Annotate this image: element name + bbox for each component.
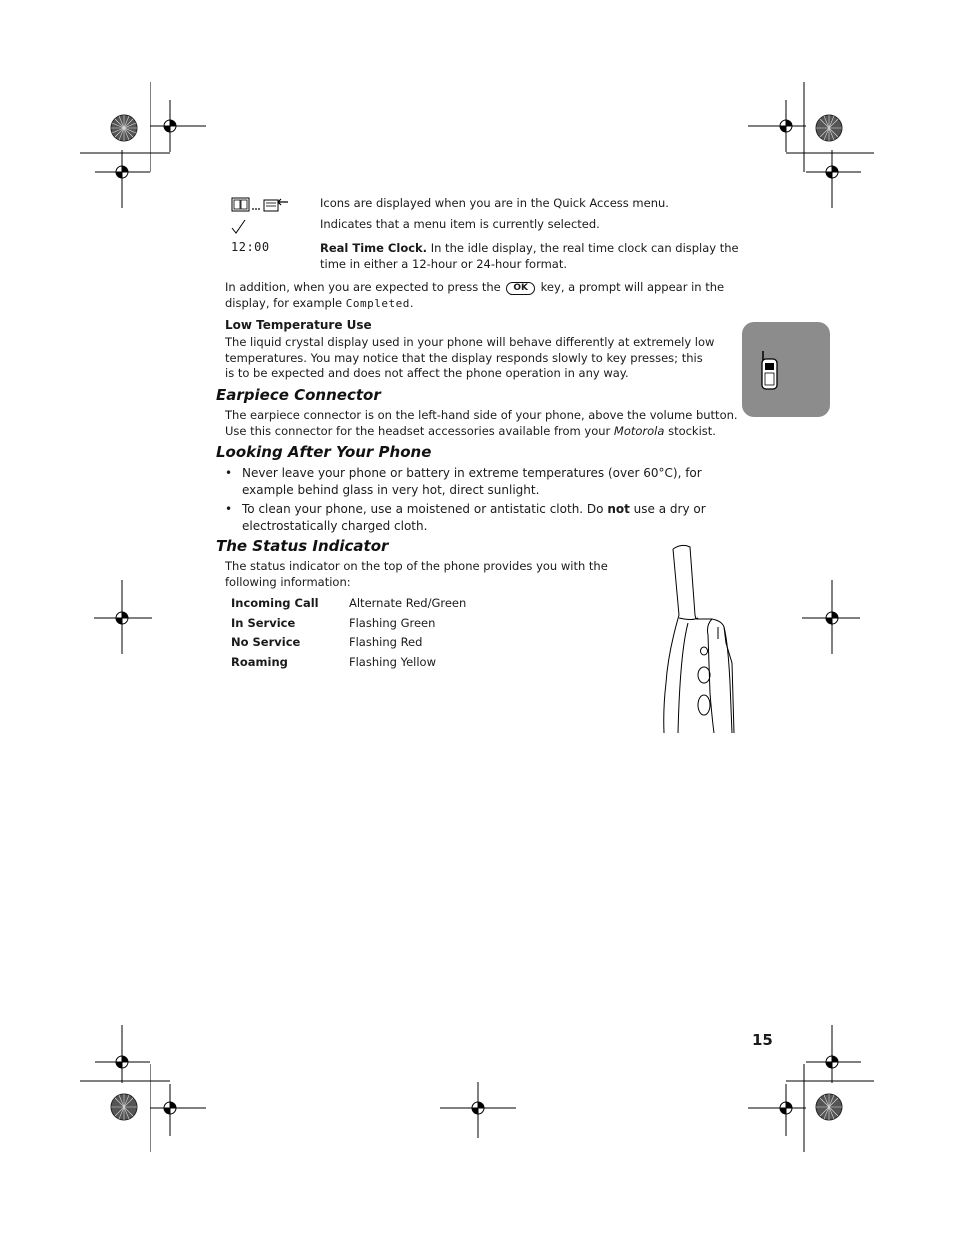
starburst-icon bbox=[815, 1093, 843, 1121]
starburst-icon bbox=[110, 114, 138, 142]
status-label: No Service bbox=[231, 635, 301, 650]
status-value: Flashing Green bbox=[349, 615, 436, 630]
clock-display-sample: 12:00 bbox=[231, 240, 270, 254]
icon-row-text: Icons are displayed when you are in the Quick Access menu. bbox=[320, 196, 669, 210]
bullet-list bbox=[225, 465, 725, 535]
icon-row-text bbox=[320, 241, 740, 272]
crosshair-icon bbox=[800, 580, 860, 656]
earpiece-text: The earpiece connector is on the left-hand side of your phone, above the volume button. Use this connector for the headset accessories available from your bbox=[225, 408, 738, 438]
addition-paragraph bbox=[225, 280, 740, 311]
phone-icon bbox=[759, 349, 781, 391]
crosshair-icon bbox=[746, 1064, 806, 1152]
table-row bbox=[231, 633, 466, 653]
table-row bbox=[231, 614, 466, 634]
crosshair-icon bbox=[786, 150, 876, 210]
earpiece-heading: Earpiece Connector bbox=[216, 386, 381, 404]
starburst-icon bbox=[815, 114, 843, 142]
check-mark-icon bbox=[231, 219, 247, 235]
earpiece-text: stockist. bbox=[664, 423, 716, 438]
starburst-icon bbox=[110, 1093, 138, 1121]
prompt-sample: Completed bbox=[345, 296, 410, 310]
low-temp-body: The liquid crystal display used in your phone will behave differently at extremely low temperatures. You may notice that the display responds slowly to key presses; this is to be expected and does not affect the phone operation in any way. bbox=[225, 335, 715, 380]
addition-text: In addition, when you are expected to press the bbox=[225, 280, 505, 294]
bullet-text-part: To clean your phone, use a moistened or antistatic cloth. Do bbox=[242, 502, 608, 516]
crosshair-icon bbox=[440, 1082, 516, 1138]
bullet-marker: • bbox=[225, 502, 233, 516]
table-row bbox=[231, 653, 466, 673]
table-row bbox=[231, 594, 466, 614]
list-item bbox=[225, 501, 725, 535]
bullet-text-part: use a dry or electrostatically charged cloth. bbox=[242, 502, 706, 533]
earpiece-body bbox=[225, 408, 740, 439]
status-value: Flashing Red bbox=[349, 635, 423, 650]
status-label: Incoming Call bbox=[231, 596, 319, 610]
crosshair-icon bbox=[80, 150, 170, 210]
crosshair-icon bbox=[94, 580, 154, 656]
icon-row-text: Indicates that a menu item is currently selected. bbox=[320, 217, 600, 231]
looking-after-heading: Looking After Your Phone bbox=[216, 443, 432, 461]
status-heading: The Status Indicator bbox=[216, 537, 389, 555]
brand-name: Motorola bbox=[613, 423, 665, 438]
ok-key-icon: OK bbox=[506, 282, 535, 295]
bullet-marker: • bbox=[225, 466, 233, 480]
page-number: 15 bbox=[752, 1031, 773, 1049]
bullet-text bbox=[242, 501, 725, 535]
status-value: Flashing Yellow bbox=[349, 655, 436, 670]
addition-text: . bbox=[409, 295, 414, 310]
phone-side-illustration bbox=[660, 543, 740, 733]
bullet-text-bold: not bbox=[607, 502, 630, 516]
quick-access-icons bbox=[231, 196, 291, 214]
status-value: Alternate Red/Green bbox=[349, 596, 467, 610]
list-item bbox=[225, 465, 725, 499]
bullet-text: Never leave your phone or battery in extreme temperatures (over 60°C), for example behind glass in very hot, direct sunlight. bbox=[242, 466, 702, 497]
crosshair-icon bbox=[150, 1064, 210, 1152]
addition-text: key, a prompt will appear in the display, for example bbox=[225, 280, 725, 310]
low-temp-heading: Low Temperature Use bbox=[225, 318, 372, 332]
chapter-tab bbox=[742, 322, 830, 417]
status-label: Roaming bbox=[231, 655, 288, 670]
status-label: In Service bbox=[231, 615, 296, 630]
real-time-clock-text: In the idle display, the real time clock can display the time in either a 12-hour or 24-hour format. bbox=[320, 241, 739, 271]
real-time-clock-title: Real Time Clock. bbox=[320, 241, 428, 255]
status-intro: The status indicator on the top of the phone provides you with the following information: bbox=[225, 559, 608, 589]
status-table bbox=[231, 594, 466, 673]
